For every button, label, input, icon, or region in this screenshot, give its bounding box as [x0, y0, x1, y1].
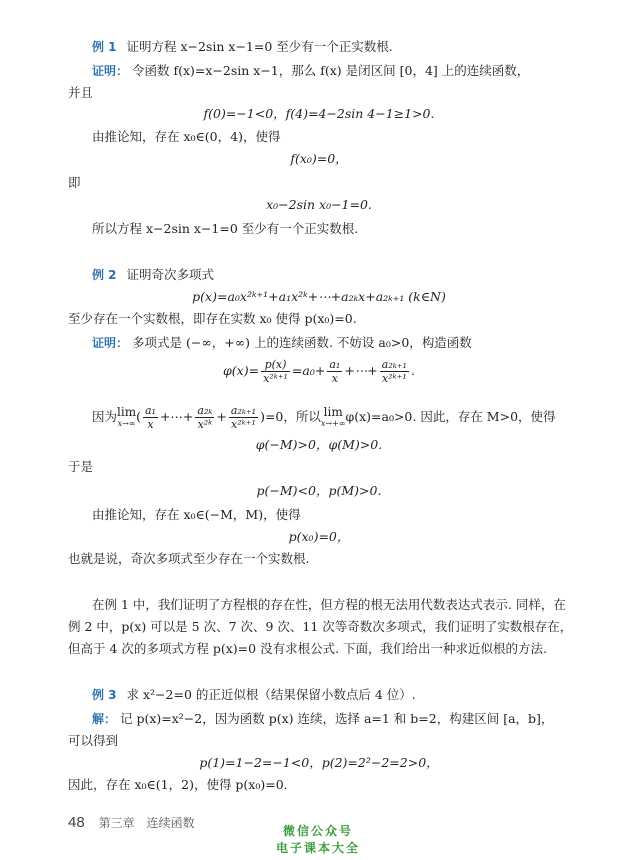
limit-middle: )=0，所以: [260, 409, 321, 424]
phi-term-1-num: a₁: [329, 358, 341, 371]
limit-2-sub: x→+∞: [320, 418, 346, 428]
phi-numerator: p(x): [261, 358, 290, 372]
example-2-p-inequality: p(−M)<0，p(M)>0.: [256, 483, 382, 498]
watermark-line-1: 微信公众号: [282, 824, 353, 838]
limit-term-1-num: a₁: [144, 404, 156, 417]
example-1-equation-2: f(x₀)=0，: [290, 151, 348, 166]
example-2-proof-label: 证明：: [92, 336, 129, 350]
example-2-limit-line: [92, 402, 556, 432]
limit-term-1-den: x: [147, 418, 154, 431]
example-2-conclusion: 也就是说，奇次多项式至少存在一个实数根.: [68, 551, 310, 566]
limit-term-3: [229, 404, 258, 431]
limit-2-word: lim: [323, 404, 343, 419]
example-1-statement: 证明方程 x−2sin x−1=0 至少有一个正实数根.: [126, 39, 393, 54]
limit-1: [117, 404, 137, 429]
example-2-root-equation: p(x₀)=0，: [288, 529, 350, 544]
example-1-conclusion: 所以方程 x−2sin x−1=0 至少有一个正实数根.: [92, 221, 359, 236]
example-3-statement: 求 x²−2=0 的正近似根（结果保留小数点后 4 位）.: [126, 687, 416, 702]
example-2-phi-inequality: φ(−M)>0，φ(M)>0.: [255, 437, 383, 452]
example-1-label: 例 1: [92, 40, 117, 54]
limit-rest: φ(x)=a₀>0. 因此，存在 M>0，使得: [345, 409, 556, 424]
example-2-label: 例 2: [92, 268, 117, 282]
example-3-label: 例 3: [92, 688, 117, 702]
phi-term-2-num: a₂ₖ₊₁: [381, 358, 407, 371]
example-3-solution-line: [92, 710, 553, 728]
example-3-solution-text: 记 p(x)=x²−2，因为函数 p(x) 连续，选择 a=1 和 b=2，构建区间 [a，b]，: [120, 711, 554, 726]
phi-denominator: x²ᵏ⁺¹: [263, 372, 288, 385]
phi-fraction: [261, 358, 290, 385]
chapter-title: 第三章 连续函数: [98, 816, 195, 830]
example-1-proof-label: 证明：: [92, 64, 129, 78]
watermark-line-2: 电子课本大全: [275, 841, 360, 855]
example-2-proof-text: 多项式是 (−∞，+∞) 上的连续函数. 不妨设 a₀>0，构造函数: [132, 335, 472, 350]
limit-term-2-den: x²ᵏ: [197, 418, 213, 431]
example-3-line-2: 可以得到: [68, 733, 119, 748]
limit-open: (: [136, 409, 141, 424]
paragraph-line-1: 在例 1 中，我们证明了方程根的存在性，但方程的根无法用代数表达式表示. 同样，在: [92, 597, 566, 612]
phi-middle: =a₀+: [291, 363, 326, 378]
example-2-heading: [92, 266, 214, 284]
phi-term-1-den: x: [331, 372, 338, 385]
limit-dots: +⋯+: [159, 409, 194, 424]
example-1-equation-3: x₀−2sin x₀−1=0.: [266, 197, 372, 212]
example-3-solution-label: 解：: [92, 712, 117, 726]
phi-dots: +⋯+: [344, 363, 378, 378]
example-2-statement: 证明奇次多项式: [126, 267, 215, 282]
example-1-heading: [92, 38, 393, 56]
limit-plus: +: [216, 409, 227, 424]
example-1-proof-text: 令函数 f(x)=x−2sin x−1，那么 f(x) 是闭区间 [0，4] 上的连续函数，: [132, 63, 530, 78]
limit-term-1: [143, 404, 158, 431]
limit-term-3-num: a₂ₖ₊₁: [230, 404, 257, 417]
page-footer: [68, 814, 195, 832]
example-3-heading: [92, 686, 416, 704]
phi-lhs: φ(x)=: [223, 363, 260, 378]
limit-1-sub: x→∞: [117, 418, 136, 428]
example-2-yushi: 于是: [68, 459, 94, 474]
limit-1-word: lim: [117, 404, 137, 419]
phi-term-2-den: x²ᵏ⁺¹: [381, 372, 407, 385]
phi-end: .: [410, 363, 415, 378]
phi-term-1: [327, 358, 342, 385]
example-2-proof-line: [92, 334, 472, 352]
example-2-polynomial: p(x)=a₀x²ᵏ⁺¹+a₁x²ᵏ+⋯+a₂ₖx+a₂ₖ₊₁ (k∈N): [192, 289, 446, 304]
limit-prefix: 因为: [92, 409, 118, 424]
limit-term-2-num: a₂ₖ: [197, 404, 213, 417]
example-2-phi-equation: [0, 356, 638, 386]
example-3-equation: p(1)=1−2=−1<0，p(2)=2²−2=2>0，: [199, 755, 439, 770]
example-1-line-3: 由推论知，存在 x₀∈(0，4)，使得: [92, 129, 281, 144]
page-number: 48: [68, 814, 85, 831]
example-1-equation-1: f(0)=−1<0，f(4)=4−2sin 4−1≥1>0.: [203, 106, 435, 121]
example-1-proof-line2: 并且: [68, 85, 94, 100]
paragraph-line-3: 但高于 4 次的多项式方程 p(x)=0 没有求根公式. 下面，我们给出一种求近似根的方法.: [68, 641, 547, 656]
phi-term-2: [380, 358, 409, 385]
example-1-line-4: 即: [68, 175, 81, 190]
limit-term-3-den: x²ᵏ⁺¹: [231, 418, 256, 431]
example-1-proof-line: [92, 62, 529, 80]
limit-term-2: [195, 404, 214, 431]
example-2-corollary-line: 由推论知，存在 x₀∈(−M，M)，使得: [92, 507, 301, 522]
example-2-line-2: 至少存在一个实数根，即存在实数 x₀ 使得 p(x₀)=0.: [68, 311, 357, 326]
limit-2: [320, 404, 346, 429]
example-3-line-3: 因此，存在 x₀∈(1，2)，使得 p(x₀)=0.: [68, 777, 288, 792]
paragraph-line-2: 例 2 中，p(x) 可以是 5 次、7 次、9 次、11 次等奇数次多项式，我们证明了实数根存在，: [68, 619, 573, 634]
